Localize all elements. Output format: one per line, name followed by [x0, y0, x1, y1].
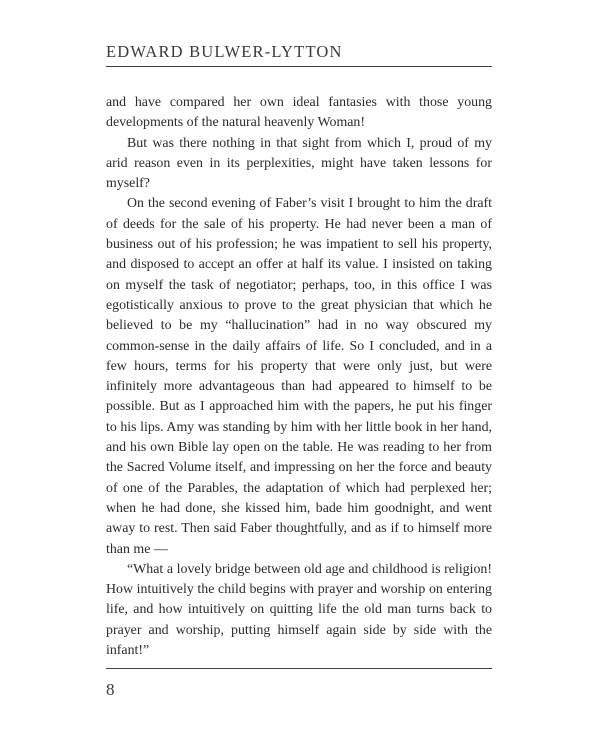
paragraph-continued: and have compared her own ideal fantasies with those young developments of the natural heavenly Woman! [106, 95, 492, 131]
header-rule [106, 66, 492, 67]
paragraph: On the second evening of Faber’s visit I brought to him the draft of deeds for the sale of his property. He had never been a man of business out of his profession; he was impatient to sell his property, and disposed to accept an offer at half its value. I insisted on taking on myself the task of negotiator; perhaps, too, in this office I was egotistically anxious to prove to the great physician that which he believed to be my “hallucination” had in no way obscured my common-sense in the daily affairs of life. So I concluded, and in a few hours, terms for his property that were only just, but were infinitely more advantageous than had appeared to himself to be possible. But as I approached him with the papers, he put his finger to his lips. Amy was standing by him with her little book in her hand, and his own Bible lay open on the table. He was reading to her from the Sacred Volume itself, and impressing on her the force and beauty of one of the Parables, the adaptation of which had perplexed her; when he had done, she kissed him, bade him goodnight, and went away to rest. Then said Faber thoughtfully, and as if to himself more than me — [106, 196, 492, 557]
body-text [106, 93, 492, 661]
running-head-title: EDWARD BULWER-LYTTON [106, 42, 343, 61]
footer-rule [106, 668, 492, 669]
paragraph: But was there nothing in that sight from which I, proud of my arid reason even in its perplexities, might have taken lessons for myself? [106, 135, 492, 192]
paragraph-quotation: “What a lovely bridge between old age and childhood is religion! How intuitively the child begins with prayer and worship on entering life, and how intuitively on quitting life the old man turns back to prayer and worship, putting himself again side by side with the infant!” [106, 561, 492, 659]
page-number: 8 [106, 680, 115, 699]
